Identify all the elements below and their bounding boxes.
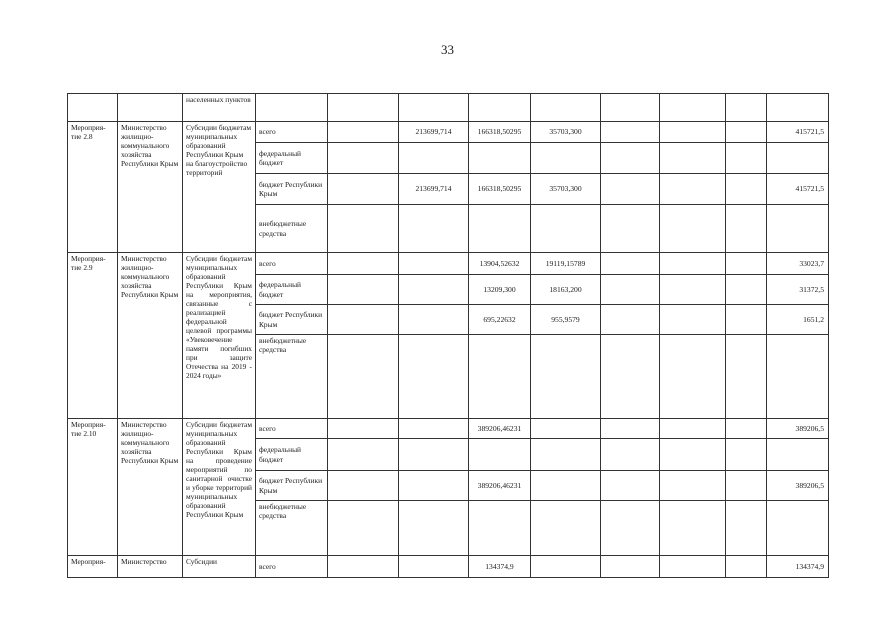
amount-cell [328,122,399,143]
event-code-cell: Мероприя-тие 2.10 [68,419,118,556]
table-row [68,253,829,275]
total-amount-cell [767,94,829,122]
amount-cell [726,94,767,122]
amount-cell [328,471,399,501]
amount-cell [660,471,726,501]
amount-cell [660,143,726,174]
amount-cell [328,143,399,174]
description-cell: Субсидии бюджетам муниципальных образований Республики Крым на проведение мероприятий по санитарной очистке и уборке территорий муниципальных образований Республики Крым [183,419,256,556]
total-amount-cell [767,439,829,471]
amount-cell [601,471,660,501]
amount-cell [328,275,399,305]
amount-cell: 134374,9 [469,556,531,578]
amount-cell [726,501,767,556]
executor-cell [118,94,183,122]
amount-cell [328,501,399,556]
amount-cell [601,174,660,205]
amount-cell [660,501,726,556]
funding-source-cell: всего [256,122,328,143]
amount-cell [399,94,469,122]
executor-cell: Министерство жилищно-коммунального хозяйства Республики Крым [118,419,183,556]
funding-source-cell: всего [256,253,328,275]
amount-cell: 35703,300 [531,122,601,143]
event-code-cell: Мероприя-тие 2.8 [68,122,118,253]
amount-cell [531,419,601,439]
amount-cell [399,205,469,253]
page-number: 33 [441,42,454,57]
amount-cell [726,143,767,174]
amount-cell [531,143,601,174]
amount-cell [469,439,531,471]
funding-source-cell: внебюджетные средства [256,205,328,253]
amount-cell [660,275,726,305]
amount-cell [726,471,767,501]
table-row [68,556,829,578]
funding-source-cell: бюджет Республики Крым [256,471,328,501]
total-amount-cell [767,205,829,253]
funding-source-cell: всего [256,556,328,578]
amount-cell [726,253,767,275]
amount-cell [601,439,660,471]
funding-source-cell [256,94,328,122]
description-cell: Субсидии бюджетам муниципальных образований Республики Крым на мероприятия, связанные с реализацией федеральной целевой программы «Увековечение памяти погибших при защите Отечества на 2019 - 2024 годы» [183,253,256,419]
amount-cell [531,205,601,253]
amount-cell [601,205,660,253]
amount-cell [469,501,531,556]
amount-cell: 166318,50295 [469,122,531,143]
funding-source-cell: федеральный бюджет [256,143,328,174]
amount-cell [399,253,469,275]
amount-cell [399,305,469,335]
amount-cell [399,501,469,556]
amount-cell [531,439,601,471]
amount-cell [601,335,660,419]
total-amount-cell: 415721,5 [767,122,829,143]
funding-source-cell: бюджет Республики Крым [256,174,328,205]
amount-cell [726,556,767,578]
executor-cell: Министерство жилищно-коммунального хозяйства Республики Крым [118,122,183,253]
amount-cell [531,94,601,122]
amount-cell [328,205,399,253]
amount-cell [531,335,601,419]
amount-cell [469,143,531,174]
amount-cell: 955,9579 [531,305,601,335]
amount-cell [469,335,531,419]
amount-cell [660,556,726,578]
event-code-cell: Мероприя- [68,556,118,578]
amount-cell [726,419,767,439]
amount-cell: 13209,300 [469,275,531,305]
total-amount-cell: 389206,5 [767,471,829,501]
description-cell: Субсидии [183,556,256,578]
funding-source-cell: внебюджетные средства [256,501,328,556]
amount-cell [660,335,726,419]
amount-cell [328,419,399,439]
executor-cell: Министерство [118,556,183,578]
amount-cell [660,122,726,143]
program-funding-table [67,93,829,578]
amount-cell [726,205,767,253]
amount-cell [726,122,767,143]
amount-cell [328,556,399,578]
amount-cell [328,335,399,419]
amount-cell: 213699,714 [399,174,469,205]
amount-cell: 13904,52632 [469,253,531,275]
amount-cell [660,253,726,275]
amount-cell [726,305,767,335]
amount-cell: 35703,300 [531,174,601,205]
funding-source-cell: бюджет Республики Крым [256,305,328,335]
event-code-cell: Мероприя-тие 2.9 [68,253,118,419]
total-amount-cell: 33023,7 [767,253,829,275]
amount-cell [660,419,726,439]
amount-cell [469,205,531,253]
amount-cell [328,253,399,275]
amount-cell [726,439,767,471]
executor-cell: Министерство жилищно-коммунального хозяйства Республики Крым [118,253,183,419]
total-amount-cell: 31372,5 [767,275,829,305]
amount-cell [399,439,469,471]
amount-cell [328,174,399,205]
amount-cell [531,471,601,501]
amount-cell [660,439,726,471]
amount-cell [601,305,660,335]
amount-cell [399,275,469,305]
amount-cell [531,556,601,578]
total-amount-cell: 134374,9 [767,556,829,578]
amount-cell [399,471,469,501]
amount-cell [660,94,726,122]
table-row [68,419,829,439]
amount-cell [399,143,469,174]
total-amount-cell [767,501,829,556]
amount-cell [531,501,601,556]
table-row [68,122,829,143]
table-row [68,94,829,122]
amount-cell [328,305,399,335]
funding-source-cell: федеральный бюджет [256,439,328,471]
amount-cell [660,305,726,335]
total-amount-cell: 1651,2 [767,305,829,335]
funding-source-cell: всего [256,419,328,439]
description-cell: населенных пунктов [183,94,256,122]
amount-cell: 166318,50295 [469,174,531,205]
amount-cell: 389206,46231 [469,419,531,439]
amount-cell [601,143,660,174]
amount-cell [660,205,726,253]
amount-cell [399,419,469,439]
amount-cell: 213699,714 [399,122,469,143]
amount-cell [328,439,399,471]
funding-source-cell: федеральный бюджет [256,275,328,305]
amount-cell: 19119,15789 [531,253,601,275]
amount-cell [601,253,660,275]
amount-cell [726,174,767,205]
amount-cell [601,419,660,439]
amount-cell [601,501,660,556]
event-code-cell [68,94,118,122]
amount-cell [399,335,469,419]
amount-cell: 18163,200 [531,275,601,305]
amount-cell [726,275,767,305]
amount-cell [660,174,726,205]
funding-source-cell: внебюджетные средства [256,335,328,419]
amount-cell [601,556,660,578]
amount-cell: 695,22632 [469,305,531,335]
amount-cell [601,122,660,143]
total-amount-cell: 389206,5 [767,419,829,439]
amount-cell [399,556,469,578]
description-cell: Субсидии бюджетам муниципальных образований Республики Крым на благоустройство территорий [183,122,256,253]
amount-cell [469,94,531,122]
amount-cell [328,94,399,122]
total-amount-cell: 415721,5 [767,174,829,205]
amount-cell [601,94,660,122]
total-amount-cell [767,335,829,419]
amount-cell [601,275,660,305]
total-amount-cell [767,143,829,174]
amount-cell [726,335,767,419]
amount-cell: 389206,46231 [469,471,531,501]
